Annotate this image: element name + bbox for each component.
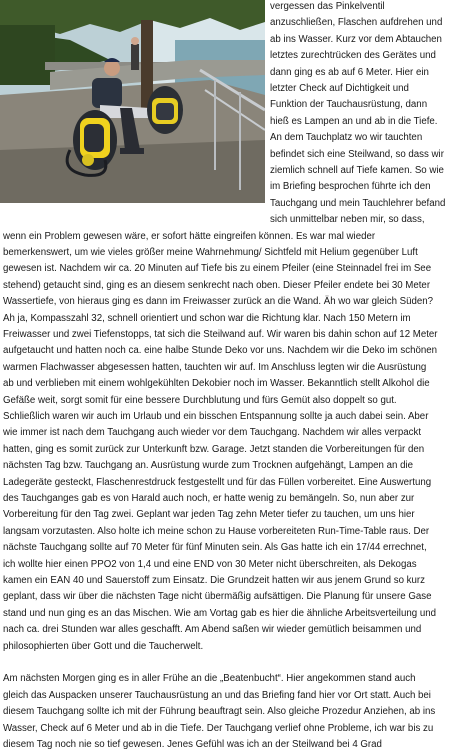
text-line: bemerkenswert, um wie vieles größer meine Wahrnehmung/ Sichtfeld mit Helium gegenüber Luft	[3, 247, 418, 258]
text-line: An dem Tauchplatz wo wir tauchten	[270, 132, 423, 144]
text-line: hatten, ging es somit zurück zur Unterkunft bzw. Garage. Jetzt standen die Vorbereitungen für den	[3, 443, 425, 455]
text-line: stehend) getaucht sind, ging es an diesem senkrecht nach oben. Dieser Pfeiler endete bei 30 Meter	[3, 279, 431, 291]
text-line: Gefäße weit, sorgt somit für eine bessere Durchblutung und fürs Gemüt also doppelt so gut.	[3, 394, 397, 406]
text-line: warmen Flachwasser abgesessen hatten, tauchten wir auf. Im Anschluss legten wir die Ausrüstung	[3, 361, 427, 373]
text-line: Freiwasser und zwei Tiefenstopps, tat sich die Steilwand auf. Wir waren bis dahin schon auf 12 Meter	[3, 329, 438, 340]
text-line: Am nächsten Morgen ging es in aller Frühe an die „Beatenbucht“. Hier angekommen stand auch	[3, 673, 416, 685]
text-line: ab ins Wasser. Kurz vor dem Abtauchen	[270, 33, 442, 45]
text-line: stand und nun ging es an das Mischen. Wie am Vortag gab es hier die ähnliche Arbeitsverteilung und	[3, 607, 436, 619]
text-line: hieß es Lampen an und ab in die Tiefe.	[270, 115, 438, 127]
text-line: Vorbereitung für den Tag zwei. Geplant war jeden Tag zehn Meter tiefer zu tauchen, um uns hier	[3, 509, 415, 521]
text-line: nächste Tauchgang sollte auf 70 Meter für fünf Minuten sein. Als Gas hatte ich ein 17/44 errechnet,	[3, 542, 427, 554]
text-line: gleich das Auspacken unserer Tauchausrüstung an und das Briefing fand hier vor Ort statt. Auch bei	[3, 689, 431, 701]
text-line: wie immer ist nach dem Tauchgang auch wieder vor dem Tauchgang. Nachdem wir alles verpackt	[3, 427, 422, 439]
text-line: letzter Check auf Dichtigkeit und	[270, 83, 409, 94]
text-line: kamen ein EAN 40 und Sauerstoff zum Einsatz. Die Grundzeit hatten wir aus jenem Grund so kurz	[3, 575, 425, 586]
text-line: Schließlich waren wir auch im Urlaub und ein bisschen Entspannung sollte ja auch dabei sein. Aber	[3, 411, 429, 422]
text-line: ich wollte hier einen PPO2 von 1,4 und eine END von 30 Meter nicht überschreiten, als Dekogas	[3, 558, 417, 570]
text-line: ziemlich schnell auf Tiefe kamen. So wie	[270, 165, 444, 176]
text-line: ab und verblieben mit einem wohlgekühlten Dekobier noch im Wasser. Bekanntlich stellt Alkohol die	[3, 378, 430, 390]
text-line: langsam vorzutasten. Also holte ich meine schon zu Hause vorbereiteten Run-Time-Table raus. Der	[3, 525, 430, 537]
text-line: gewesen ist. Nachdem wir ca. 20 Minuten auf Tiefe bis zu einem Pfeiler (eine Steinnadel frei im See	[3, 263, 432, 275]
text-line: des Tauchganges gab es von Harald auch noch, er hatte wenig zu bemängeln. So, nun aber zur	[3, 493, 415, 504]
text-line: Ladegeräte gesteckt, Flaschenrestdruck festgestellt und für das Füllen vorbereitet. Eine Auswertung	[3, 476, 432, 488]
text-line: Tauchgang und mein Tauchlehrer befand	[270, 197, 446, 209]
text-line: nächsten Tag bzw. Tauchgang an. Ausrüstung wurde zum Trocknen aufgehängt, Lampen an die	[3, 460, 414, 472]
text-line: dann ging es ab auf 6 Meter. Hier ein	[270, 66, 429, 78]
text-line: philosophierten über Gott und die Taucherwelt.	[3, 640, 204, 652]
text-line: vergessen das Pinkelventil	[270, 1, 385, 12]
text-line: befindet sich eine Steilwand, so dass wir	[270, 148, 444, 160]
text-line: Funktion der Tauchausrüstung, dann	[270, 99, 428, 111]
text-line: geplant, dass wir über die nächsten Tage nicht übermäßig aufsättigen. Die Planung für unsere Gase	[3, 591, 432, 603]
text-line: Wasser, Check auf 6 Meter und ab in die Tiefe. Der Tauchgang verlief ohne Probleme, ich war bis zu	[3, 722, 434, 734]
text-line: diesem Tauchgang sollte ich mit der Führung beauftragt sein. Also gleiche Prozedur Anziehen, ab ins	[3, 706, 436, 718]
text-line: Ah ja, Kompasszahl 32, schnell orientiert und schon war die Richtung klar. Nach 150 Metern im	[3, 312, 411, 324]
text-line: aufgetaucht und hatten noch ca. eine halbe Stunde Deko vor uns. Nachdem wir die Deko im schönen	[3, 345, 438, 357]
text-line: Wassertiefe, von hieraus ging es dann im Freiwasser zurück an die Wand. Äh wo war gleich Süden?	[3, 296, 434, 308]
lakeside-diver-photo	[0, 0, 265, 203]
text-line: wenn ein Problem gewesen wäre, er sofort hätte eingreifen können. Es war mal wieder	[3, 230, 376, 242]
text-line: sich unmittelbar neben mir, so dass,	[270, 214, 425, 226]
text-line: anzuschließen, Flaschen aufdrehen und	[270, 17, 443, 29]
text-line: im Briefing besprochen führte ich den	[270, 181, 431, 193]
text-line: diesem Tag noch nie so tief gewesen. Jenes Gefühl was ich an der Steilwand bei 4 Grad	[3, 739, 382, 750]
text-line: nach ca. drei Stunden war alles geschafft. Am Abend saßen wir wieder gemütlich beisammen und	[3, 624, 422, 636]
text-line: letztes zurechtrücken des Gerätes und	[270, 50, 436, 62]
